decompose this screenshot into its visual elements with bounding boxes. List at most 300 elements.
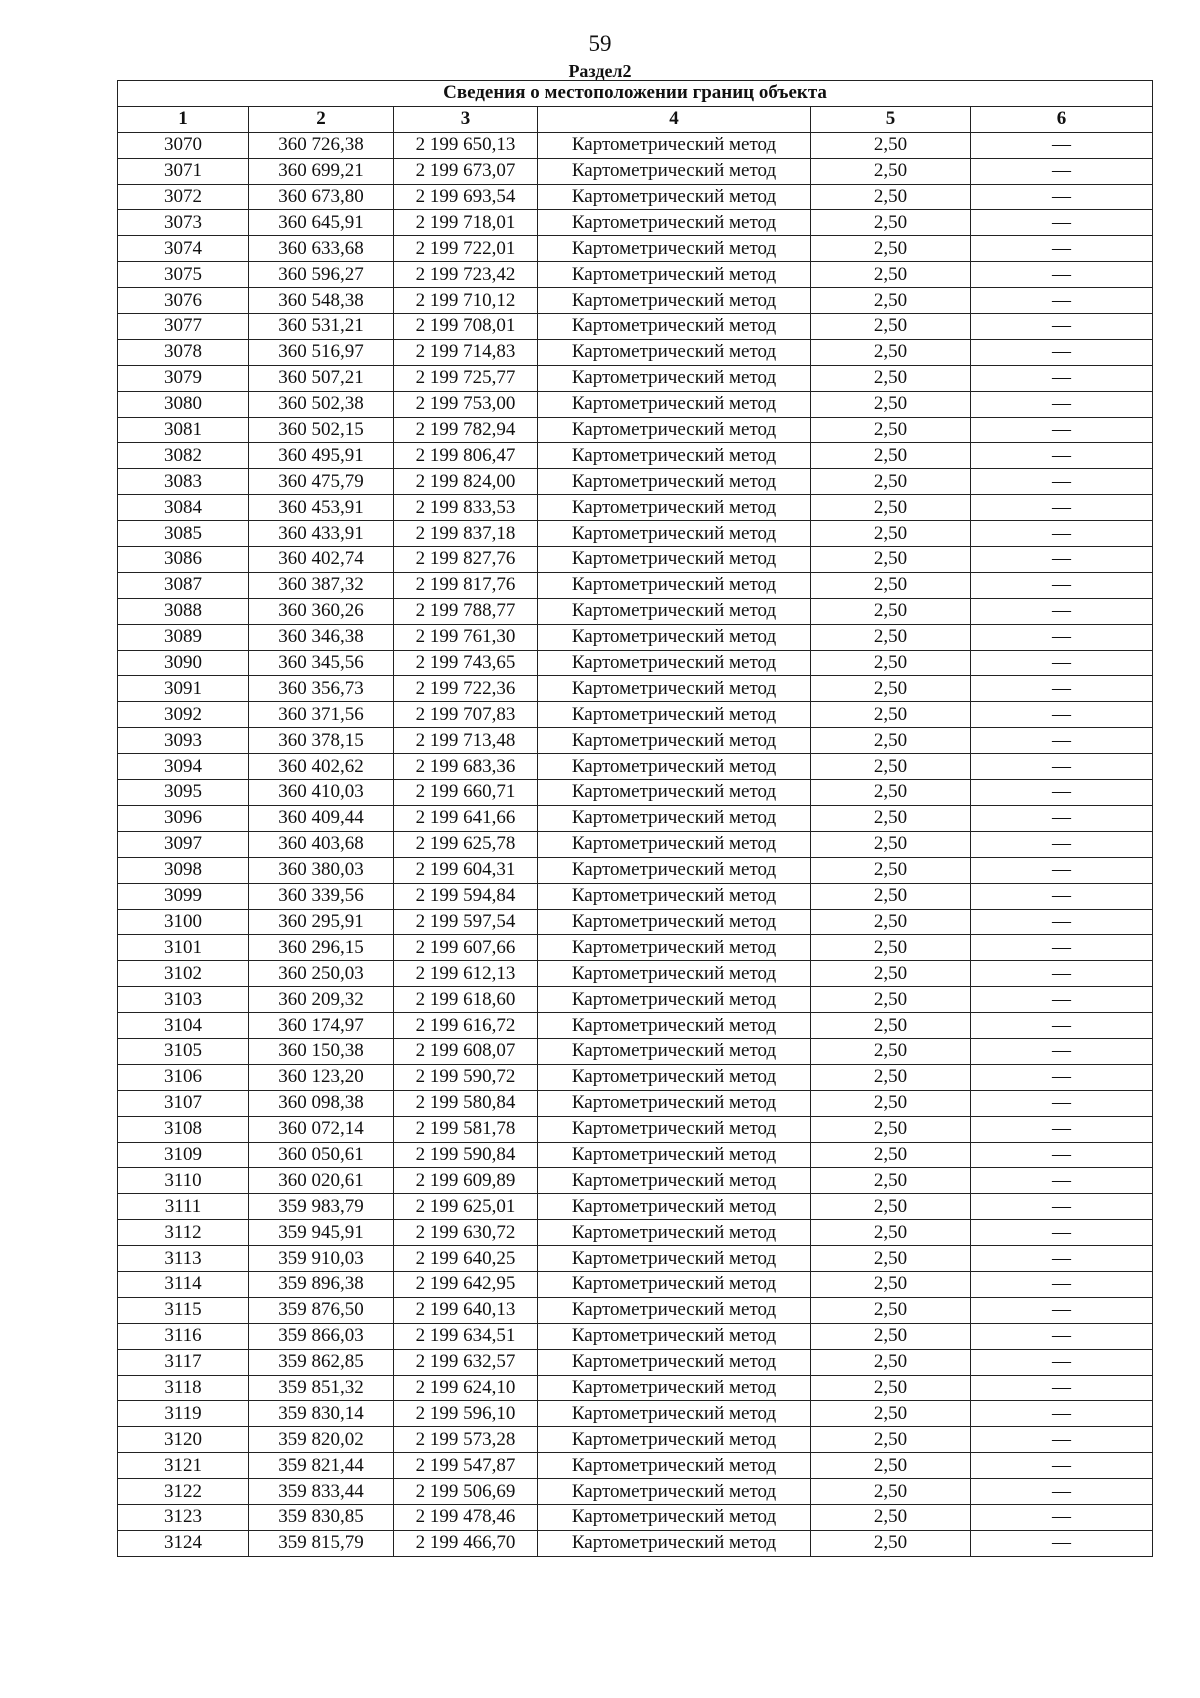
point-number-cell: 3123 xyxy=(118,1504,249,1530)
note-cell: — xyxy=(971,1453,1153,1479)
table-row xyxy=(118,754,1153,780)
point-number-cell: 3110 xyxy=(118,1168,249,1194)
accuracy-cell: 2,50 xyxy=(811,1479,971,1505)
accuracy-cell: 2,50 xyxy=(811,1323,971,1349)
table-row xyxy=(118,1271,1153,1297)
y-coordinate-cell: 2 199 788,77 xyxy=(394,598,538,624)
accuracy-cell: 2,50 xyxy=(811,857,971,883)
method-cell: Картометрический метод xyxy=(538,805,811,831)
accuracy-cell: 2,50 xyxy=(811,1064,971,1090)
y-coordinate-cell: 2 199 722,36 xyxy=(394,676,538,702)
note-cell: — xyxy=(971,1504,1153,1530)
accuracy-cell: 2,50 xyxy=(811,1246,971,1272)
column-header-3: 3 xyxy=(394,106,538,132)
accuracy-cell: 2,50 xyxy=(811,987,971,1013)
x-coordinate-cell: 360 475,79 xyxy=(249,469,394,495)
y-coordinate-cell: 2 199 547,87 xyxy=(394,1453,538,1479)
point-number-cell: 3090 xyxy=(118,650,249,676)
method-cell: Картометрический метод xyxy=(538,339,811,365)
table-row xyxy=(118,624,1153,650)
y-coordinate-cell: 2 199 718,01 xyxy=(394,210,538,236)
method-cell: Картометрический метод xyxy=(538,754,811,780)
note-cell: — xyxy=(971,236,1153,262)
table-row xyxy=(118,1427,1153,1453)
x-coordinate-cell: 360 402,62 xyxy=(249,754,394,780)
note-cell: — xyxy=(971,417,1153,443)
note-cell: — xyxy=(971,547,1153,573)
table-row xyxy=(118,572,1153,598)
point-number-cell: 3115 xyxy=(118,1297,249,1323)
y-coordinate-cell: 2 199 714,83 xyxy=(394,339,538,365)
method-cell: Картометрический метод xyxy=(538,1116,811,1142)
accuracy-cell: 2,50 xyxy=(811,495,971,521)
x-coordinate-cell: 360 345,56 xyxy=(249,650,394,676)
table-row xyxy=(118,1038,1153,1064)
note-cell: — xyxy=(971,1116,1153,1142)
x-coordinate-cell: 360 403,68 xyxy=(249,831,394,857)
y-coordinate-cell: 2 199 634,51 xyxy=(394,1323,538,1349)
y-coordinate-cell: 2 199 594,84 xyxy=(394,883,538,909)
note-cell: — xyxy=(971,288,1153,314)
table-row xyxy=(118,780,1153,806)
y-coordinate-cell: 2 199 640,25 xyxy=(394,1246,538,1272)
point-number-cell: 3091 xyxy=(118,676,249,702)
point-number-cell: 3104 xyxy=(118,1013,249,1039)
x-coordinate-cell: 360 409,44 xyxy=(249,805,394,831)
y-coordinate-cell: 2 199 806,47 xyxy=(394,443,538,469)
x-coordinate-cell: 359 815,79 xyxy=(249,1530,394,1556)
y-coordinate-cell: 2 199 837,18 xyxy=(394,521,538,547)
y-coordinate-cell: 2 199 640,13 xyxy=(394,1297,538,1323)
table-row xyxy=(118,210,1153,236)
point-number-cell: 3107 xyxy=(118,1090,249,1116)
accuracy-cell: 2,50 xyxy=(811,1220,971,1246)
point-number-cell: 3112 xyxy=(118,1220,249,1246)
point-number-cell: 3121 xyxy=(118,1453,249,1479)
method-cell: Картометрический метод xyxy=(538,391,811,417)
y-coordinate-cell: 2 199 761,30 xyxy=(394,624,538,650)
accuracy-cell: 2,50 xyxy=(811,728,971,754)
note-cell: — xyxy=(971,262,1153,288)
point-number-cell: 3089 xyxy=(118,624,249,650)
note-cell: — xyxy=(971,1271,1153,1297)
note-cell: — xyxy=(971,443,1153,469)
note-cell: — xyxy=(971,1246,1153,1272)
table-row xyxy=(118,1246,1153,1272)
table-row xyxy=(118,1530,1153,1556)
note-cell: — xyxy=(971,1479,1153,1505)
accuracy-cell: 2,50 xyxy=(811,1375,971,1401)
x-coordinate-cell: 360 296,15 xyxy=(249,935,394,961)
accuracy-cell: 2,50 xyxy=(811,262,971,288)
table-row xyxy=(118,1479,1153,1505)
table-row xyxy=(118,288,1153,314)
method-cell: Картометрический метод xyxy=(538,987,811,1013)
accuracy-cell: 2,50 xyxy=(811,754,971,780)
table-row xyxy=(118,1349,1153,1375)
table-row xyxy=(118,1064,1153,1090)
y-coordinate-cell: 2 199 609,89 xyxy=(394,1168,538,1194)
point-number-cell: 3086 xyxy=(118,547,249,573)
accuracy-cell: 2,50 xyxy=(811,1349,971,1375)
accuracy-cell: 2,50 xyxy=(811,417,971,443)
x-coordinate-cell: 360 174,97 xyxy=(249,1013,394,1039)
x-coordinate-cell: 360 378,15 xyxy=(249,728,394,754)
x-coordinate-cell: 359 866,03 xyxy=(249,1323,394,1349)
column-header-6: 6 xyxy=(971,106,1153,132)
x-coordinate-cell: 360 250,03 xyxy=(249,961,394,987)
accuracy-cell: 2,50 xyxy=(811,883,971,909)
point-number-cell: 3109 xyxy=(118,1142,249,1168)
section-title: Раздел2 xyxy=(568,61,632,81)
method-cell: Картометрический метод xyxy=(538,572,811,598)
y-coordinate-cell: 2 199 612,13 xyxy=(394,961,538,987)
note-cell: — xyxy=(971,1375,1153,1401)
point-number-cell: 3098 xyxy=(118,857,249,883)
note-cell: — xyxy=(971,210,1153,236)
x-coordinate-cell: 359 851,32 xyxy=(249,1375,394,1401)
accuracy-cell: 2,50 xyxy=(811,1271,971,1297)
point-number-cell: 3085 xyxy=(118,521,249,547)
method-cell: Картометрический метод xyxy=(538,1530,811,1556)
accuracy-cell: 2,50 xyxy=(811,443,971,469)
note-cell: — xyxy=(971,158,1153,184)
method-cell: Картометрический метод xyxy=(538,1246,811,1272)
table-row xyxy=(118,158,1153,184)
accuracy-cell: 2,50 xyxy=(811,184,971,210)
point-number-cell: 3103 xyxy=(118,987,249,1013)
note-cell: — xyxy=(971,624,1153,650)
method-cell: Картометрический метод xyxy=(538,1479,811,1505)
table-row xyxy=(118,1297,1153,1323)
y-coordinate-cell: 2 199 573,28 xyxy=(394,1427,538,1453)
y-coordinate-cell: 2 199 833,53 xyxy=(394,495,538,521)
accuracy-cell: 2,50 xyxy=(811,1013,971,1039)
y-coordinate-cell: 2 199 632,57 xyxy=(394,1349,538,1375)
y-coordinate-cell: 2 199 625,01 xyxy=(394,1194,538,1220)
table-row xyxy=(118,1090,1153,1116)
y-coordinate-cell: 2 199 753,00 xyxy=(394,391,538,417)
y-coordinate-cell: 2 199 478,46 xyxy=(394,1504,538,1530)
method-cell: Картометрический метод xyxy=(538,1427,811,1453)
y-coordinate-cell: 2 199 708,01 xyxy=(394,314,538,340)
table-row xyxy=(118,236,1153,262)
accuracy-cell: 2,50 xyxy=(811,702,971,728)
point-number-cell: 3082 xyxy=(118,443,249,469)
y-coordinate-cell: 2 199 824,00 xyxy=(394,469,538,495)
x-coordinate-cell: 360 548,38 xyxy=(249,288,394,314)
x-coordinate-cell: 360 339,56 xyxy=(249,883,394,909)
note-cell: — xyxy=(971,1168,1153,1194)
note-cell: — xyxy=(971,831,1153,857)
table-row xyxy=(118,184,1153,210)
accuracy-cell: 2,50 xyxy=(811,831,971,857)
x-coordinate-cell: 360 402,74 xyxy=(249,547,394,573)
table-row xyxy=(118,857,1153,883)
method-cell: Картометрический метод xyxy=(538,262,811,288)
note-cell: — xyxy=(971,1038,1153,1064)
point-number-cell: 3120 xyxy=(118,1427,249,1453)
accuracy-cell: 2,50 xyxy=(811,624,971,650)
note-cell: — xyxy=(971,1064,1153,1090)
table-row xyxy=(118,1013,1153,1039)
y-coordinate-cell: 2 199 618,60 xyxy=(394,987,538,1013)
method-cell: Картометрический метод xyxy=(538,728,811,754)
x-coordinate-cell: 359 830,85 xyxy=(249,1504,394,1530)
method-cell: Картометрический метод xyxy=(538,909,811,935)
method-cell: Картометрический метод xyxy=(538,1504,811,1530)
table-row xyxy=(118,495,1153,521)
point-number-cell: 3108 xyxy=(118,1116,249,1142)
note-cell: — xyxy=(971,1427,1153,1453)
x-coordinate-cell: 359 821,44 xyxy=(249,1453,394,1479)
y-coordinate-cell: 2 199 725,77 xyxy=(394,365,538,391)
accuracy-cell: 2,50 xyxy=(811,547,971,573)
x-coordinate-cell: 360 410,03 xyxy=(249,780,394,806)
x-coordinate-cell: 359 945,91 xyxy=(249,1220,394,1246)
x-coordinate-cell: 360 502,38 xyxy=(249,391,394,417)
accuracy-cell: 2,50 xyxy=(811,1427,971,1453)
y-coordinate-cell: 2 199 596,10 xyxy=(394,1401,538,1427)
table-body xyxy=(118,132,1153,1556)
x-coordinate-cell: 360 699,21 xyxy=(249,158,394,184)
x-coordinate-cell: 360 123,20 xyxy=(249,1064,394,1090)
note-cell: — xyxy=(971,754,1153,780)
page-number: 59 xyxy=(588,31,612,56)
point-number-cell: 3070 xyxy=(118,132,249,158)
y-coordinate-cell: 2 199 707,83 xyxy=(394,702,538,728)
point-number-cell: 3118 xyxy=(118,1375,249,1401)
method-cell: Картометрический метод xyxy=(538,1013,811,1039)
accuracy-cell: 2,50 xyxy=(811,339,971,365)
x-coordinate-cell: 360 209,32 xyxy=(249,987,394,1013)
x-coordinate-cell: 360 453,91 xyxy=(249,495,394,521)
note-cell: — xyxy=(971,676,1153,702)
method-cell: Картометрический метод xyxy=(538,857,811,883)
point-number-cell: 3076 xyxy=(118,288,249,314)
x-coordinate-cell: 360 673,80 xyxy=(249,184,394,210)
method-cell: Картометрический метод xyxy=(538,1194,811,1220)
table-caption: Сведения о местоположении границ объекта xyxy=(118,81,1153,107)
y-coordinate-cell: 2 199 642,95 xyxy=(394,1271,538,1297)
method-cell: Картометрический метод xyxy=(538,1168,811,1194)
table-header-row xyxy=(118,106,1153,132)
accuracy-cell: 2,50 xyxy=(811,236,971,262)
y-coordinate-cell: 2 199 693,54 xyxy=(394,184,538,210)
table-row xyxy=(118,391,1153,417)
table-row xyxy=(118,1220,1153,1246)
note-cell: — xyxy=(971,1194,1153,1220)
x-coordinate-cell: 360 433,91 xyxy=(249,521,394,547)
x-coordinate-cell: 360 596,27 xyxy=(249,262,394,288)
table-row xyxy=(118,262,1153,288)
note-cell: — xyxy=(971,805,1153,831)
y-coordinate-cell: 2 199 590,72 xyxy=(394,1064,538,1090)
method-cell: Картометрический метод xyxy=(538,1038,811,1064)
table-row xyxy=(118,883,1153,909)
column-header-2: 2 xyxy=(249,106,394,132)
table-row xyxy=(118,702,1153,728)
note-cell: — xyxy=(971,1013,1153,1039)
method-cell: Картометрический метод xyxy=(538,1401,811,1427)
accuracy-cell: 2,50 xyxy=(811,805,971,831)
point-number-cell: 3075 xyxy=(118,262,249,288)
point-number-cell: 3071 xyxy=(118,158,249,184)
method-cell: Картометрический метод xyxy=(538,236,811,262)
accuracy-cell: 2,50 xyxy=(811,676,971,702)
note-cell: — xyxy=(971,132,1153,158)
method-cell: Картометрический метод xyxy=(538,547,811,573)
note-cell: — xyxy=(971,728,1153,754)
x-coordinate-cell: 360 072,14 xyxy=(249,1116,394,1142)
y-coordinate-cell: 2 199 466,70 xyxy=(394,1530,538,1556)
note-cell: — xyxy=(971,469,1153,495)
accuracy-cell: 2,50 xyxy=(811,909,971,935)
y-coordinate-cell: 2 199 608,07 xyxy=(394,1038,538,1064)
column-header-4: 4 xyxy=(538,106,811,132)
y-coordinate-cell: 2 199 710,12 xyxy=(394,288,538,314)
point-number-cell: 3094 xyxy=(118,754,249,780)
table-row xyxy=(118,1116,1153,1142)
point-number-cell: 3078 xyxy=(118,339,249,365)
table-row xyxy=(118,598,1153,624)
point-number-cell: 3081 xyxy=(118,417,249,443)
method-cell: Картометрический метод xyxy=(538,1064,811,1090)
accuracy-cell: 2,50 xyxy=(811,1038,971,1064)
table-caption-row xyxy=(118,81,1153,107)
accuracy-cell: 2,50 xyxy=(811,1401,971,1427)
accuracy-cell: 2,50 xyxy=(811,1504,971,1530)
method-cell: Картометрический метод xyxy=(538,417,811,443)
y-coordinate-cell: 2 199 782,94 xyxy=(394,417,538,443)
x-coordinate-cell: 360 502,15 xyxy=(249,417,394,443)
note-cell: — xyxy=(971,883,1153,909)
note-cell: — xyxy=(971,391,1153,417)
table-row xyxy=(118,469,1153,495)
accuracy-cell: 2,50 xyxy=(811,650,971,676)
x-coordinate-cell: 360 495,91 xyxy=(249,443,394,469)
accuracy-cell: 2,50 xyxy=(811,1116,971,1142)
table-row xyxy=(118,1168,1153,1194)
x-coordinate-cell: 359 910,03 xyxy=(249,1246,394,1272)
y-coordinate-cell: 2 199 630,72 xyxy=(394,1220,538,1246)
y-coordinate-cell: 2 199 723,42 xyxy=(394,262,538,288)
x-coordinate-cell: 360 507,21 xyxy=(249,365,394,391)
point-number-cell: 3124 xyxy=(118,1530,249,1556)
method-cell: Картометрический метод xyxy=(538,288,811,314)
note-cell: — xyxy=(971,1090,1153,1116)
accuracy-cell: 2,50 xyxy=(811,961,971,987)
note-cell: — xyxy=(971,1297,1153,1323)
point-number-cell: 3101 xyxy=(118,935,249,961)
point-number-cell: 3080 xyxy=(118,391,249,417)
accuracy-cell: 2,50 xyxy=(811,1194,971,1220)
y-coordinate-cell: 2 199 713,48 xyxy=(394,728,538,754)
x-coordinate-cell: 360 516,97 xyxy=(249,339,394,365)
table-row xyxy=(118,1401,1153,1427)
accuracy-cell: 2,50 xyxy=(811,132,971,158)
y-coordinate-cell: 2 199 743,65 xyxy=(394,650,538,676)
y-coordinate-cell: 2 199 506,69 xyxy=(394,1479,538,1505)
note-cell: — xyxy=(971,572,1153,598)
table-row xyxy=(118,417,1153,443)
note-cell: — xyxy=(971,521,1153,547)
point-number-cell: 3088 xyxy=(118,598,249,624)
table-row xyxy=(118,1323,1153,1349)
note-cell: — xyxy=(971,650,1153,676)
x-coordinate-cell: 360 356,73 xyxy=(249,676,394,702)
note-cell: — xyxy=(971,365,1153,391)
point-number-cell: 3116 xyxy=(118,1323,249,1349)
y-coordinate-cell: 2 199 597,54 xyxy=(394,909,538,935)
y-coordinate-cell: 2 199 607,66 xyxy=(394,935,538,961)
table-row xyxy=(118,909,1153,935)
x-coordinate-cell: 360 050,61 xyxy=(249,1142,394,1168)
method-cell: Картометрический метод xyxy=(538,1220,811,1246)
column-header-1: 1 xyxy=(118,106,249,132)
method-cell: Картометрический метод xyxy=(538,1453,811,1479)
table-row xyxy=(118,987,1153,1013)
table-row xyxy=(118,1504,1153,1530)
table-row xyxy=(118,1142,1153,1168)
y-coordinate-cell: 2 199 625,78 xyxy=(394,831,538,857)
point-number-cell: 3083 xyxy=(118,469,249,495)
x-coordinate-cell: 360 380,03 xyxy=(249,857,394,883)
method-cell: Картометрический метод xyxy=(538,443,811,469)
table-row xyxy=(118,1453,1153,1479)
accuracy-cell: 2,50 xyxy=(811,780,971,806)
note-cell: — xyxy=(971,702,1153,728)
accuracy-cell: 2,50 xyxy=(811,365,971,391)
table-row xyxy=(118,650,1153,676)
x-coordinate-cell: 359 862,85 xyxy=(249,1349,394,1375)
method-cell: Картометрический метод xyxy=(538,469,811,495)
note-cell: — xyxy=(971,1142,1153,1168)
x-coordinate-cell: 360 098,38 xyxy=(249,1090,394,1116)
point-number-cell: 3119 xyxy=(118,1401,249,1427)
y-coordinate-cell: 2 199 580,84 xyxy=(394,1090,538,1116)
accuracy-cell: 2,50 xyxy=(811,1297,971,1323)
accuracy-cell: 2,50 xyxy=(811,288,971,314)
method-cell: Картометрический метод xyxy=(538,210,811,236)
point-number-cell: 3106 xyxy=(118,1064,249,1090)
method-cell: Картометрический метод xyxy=(538,650,811,676)
accuracy-cell: 2,50 xyxy=(811,1142,971,1168)
accuracy-cell: 2,50 xyxy=(811,572,971,598)
x-coordinate-cell: 360 020,61 xyxy=(249,1168,394,1194)
point-number-cell: 3072 xyxy=(118,184,249,210)
table-row xyxy=(118,805,1153,831)
y-coordinate-cell: 2 199 616,72 xyxy=(394,1013,538,1039)
note-cell: — xyxy=(971,857,1153,883)
method-cell: Картометрический метод xyxy=(538,1090,811,1116)
accuracy-cell: 2,50 xyxy=(811,1530,971,1556)
point-number-cell: 3113 xyxy=(118,1246,249,1272)
method-cell: Картометрический метод xyxy=(538,1297,811,1323)
table-row xyxy=(118,314,1153,340)
method-cell: Картометрический метод xyxy=(538,624,811,650)
method-cell: Картометрический метод xyxy=(538,132,811,158)
point-number-cell: 3117 xyxy=(118,1349,249,1375)
x-coordinate-cell: 359 833,44 xyxy=(249,1479,394,1505)
table-row xyxy=(118,1375,1153,1401)
method-cell: Картометрический метод xyxy=(538,961,811,987)
x-coordinate-cell: 359 830,14 xyxy=(249,1401,394,1427)
note-cell: — xyxy=(971,314,1153,340)
note-cell: — xyxy=(971,339,1153,365)
note-cell: — xyxy=(971,598,1153,624)
point-number-cell: 3079 xyxy=(118,365,249,391)
